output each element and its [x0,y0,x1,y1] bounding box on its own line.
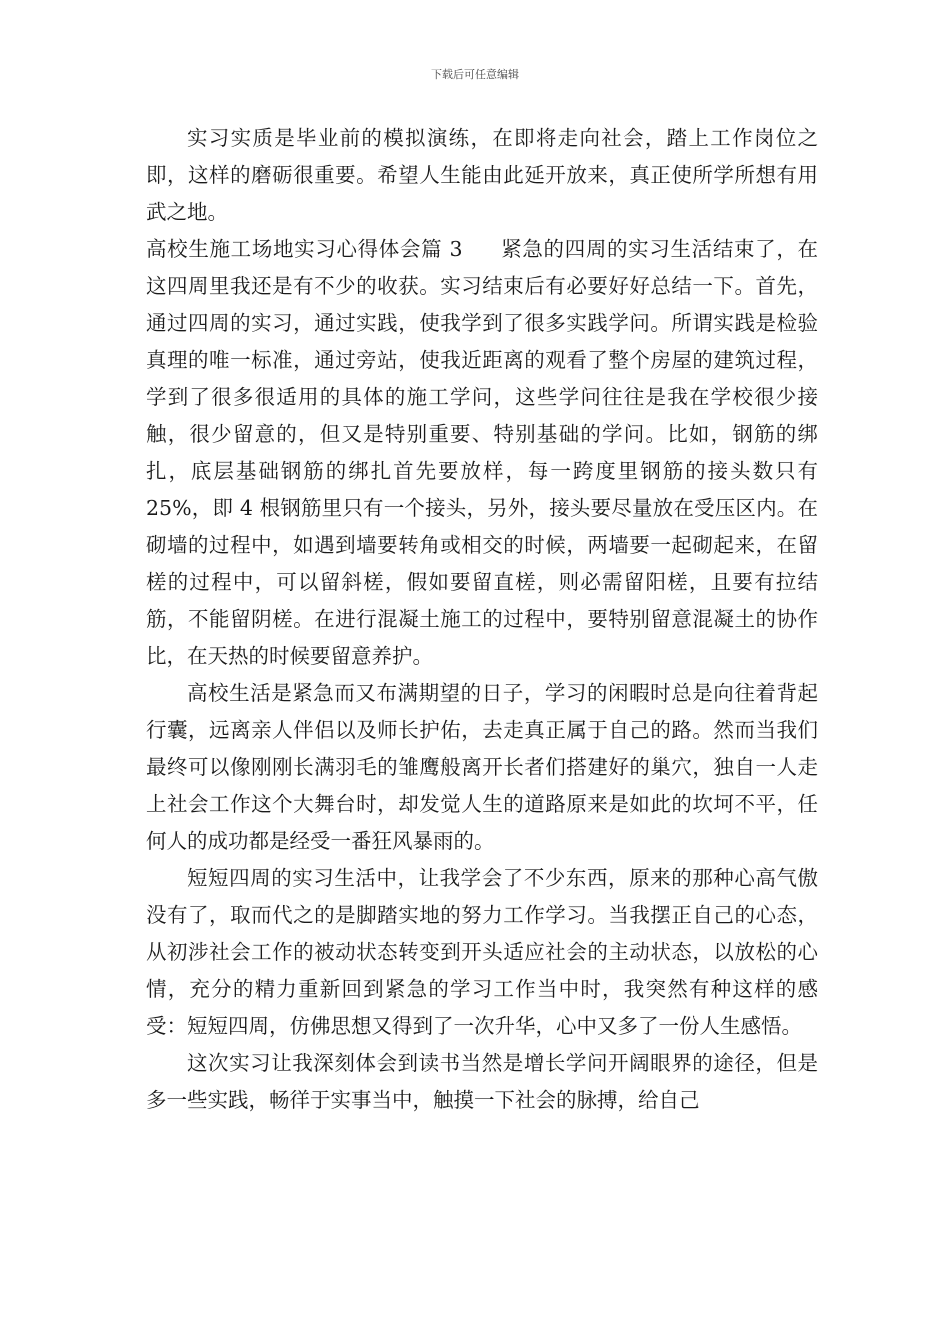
paragraph-internship-essence: 实习实质是毕业前的模拟演练，在即将走向社会，踏上工作岗位之即，这样的磨砺很重要。希望人生能由此延开放来，真正使所学所想有用武之地。 [146,126,818,224]
paragraph-university-life: 高校生活是紧急而又布满期望的日子，学习的闲暇时总是向往着背起行囊，远离亲人伴侣以及师长护佑，去走真正属于自己的路。然而当我们最终可以像刚刚长满羽毛的雏鹰般离开长者们搭建好的巢穴，独自一人走上社会工作这个大舞台时，却发觉人生的道路原来是如此的坎坷不平，任何人的成功都是经受一番狂风暴雨的。 [146,681,818,853]
paragraph-four-weeks-summary: 紧急的四周的实习生活结束了，在这四周里我还是有不少的收获。实习结束后有必要好好总结一下。首先，通过四周的实习，通过实践，使我学到了很多实践学问。所谓实践是检验真理的唯一标准，通过旁站，使我近距离的观看了整个房屋的建筑过程，学到了很多很适用的具体的施工学问，这些学问往往是我在学校很少接触，很少留意的，但又是特别重要、特别基础的学问。比如，钢筋的绑扎，底层基础钢筋的绑扎首先要放样，每一跨度里钢筋的接头数只有 25%，即 4 根钢筋里只有一个接头，另外，接头要尽量放在受压区内。在砌墙的过程中，如遇到墙要转角或相交的时候，两墙要一起砌起来，在留槎的过程中，可以留斜槎，假如要留直槎，则必需留阳槎，且要有拉结筋，不能留阴槎。在进行混凝土施工的过程中，要特别留意混凝土的协作比，在天热的时候要留意养护。 [146,237,818,668]
page-header-note: 下载后可任意编辑 [431,68,519,81]
paragraph-reading-and-practice: 这次实习让我深刻体会到读书当然是增长学问开阔眼界的途径，但是多一些实践，畅徉于实事当中，触摸一下社会的脉搏，给自己 [146,1051,818,1112]
paragraph-short-four-weeks: 短短四周的实习生活中，让我学会了不少东西，原来的那种心高气傲没有了，取而代之的是脚踏实地的努力工作学习。当我摆正自己的心态，从初涉社会工作的被动状态转变到开头适应社会的主动状态，以放松的心情，充分的精力重新回到紧急的学习工作当中时，我突然有种这样的感受：短短四周，仿佛思想又得到了一次升华，心中又多了一份人生感悟。 [146,866,818,1038]
document-body [146,120,818,1119]
section-3-block [146,231,818,675]
section-title: 高校生施工场地实习心得体会篇 3 [146,237,463,261]
